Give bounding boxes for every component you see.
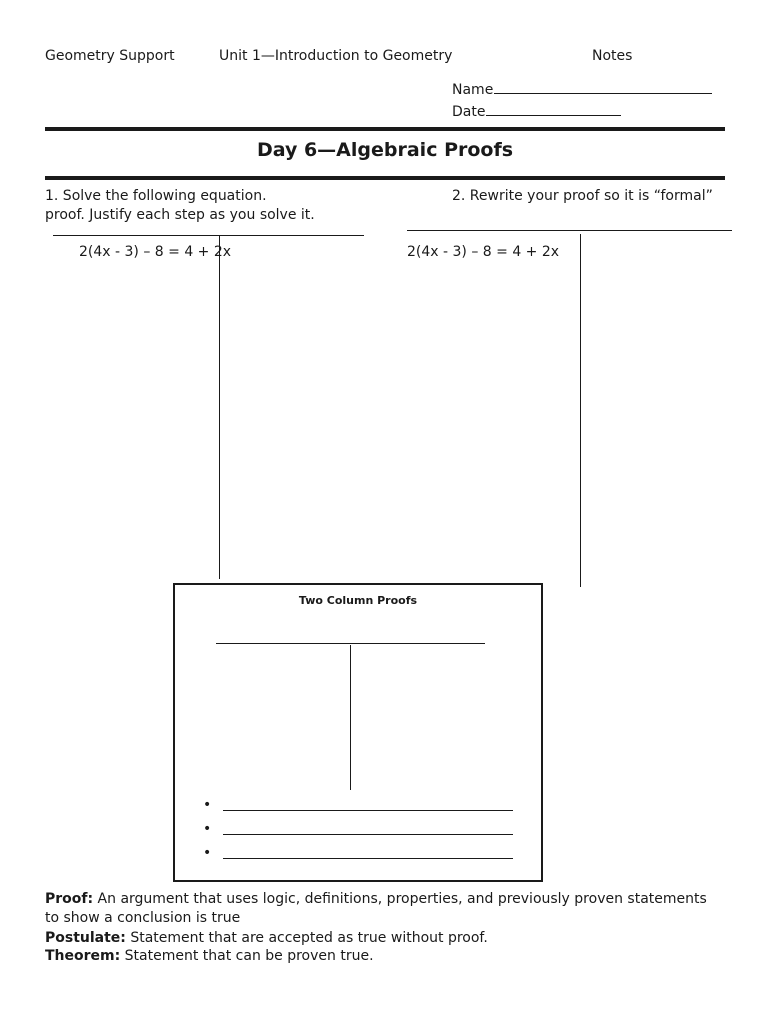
- date-label: Date: [452, 104, 486, 120]
- box-tchart-top: [216, 643, 485, 644]
- bullet-blank[interactable]: [223, 824, 513, 835]
- notes-label: Notes: [592, 48, 633, 64]
- problem1-instruction-cont: proof. Justify each step as you solve it.: [45, 207, 315, 223]
- unit-name: Unit 1—Introduction to Geometry: [219, 48, 453, 64]
- problem2-tchart-top: [407, 230, 732, 231]
- box-title: Two Column Proofs: [298, 594, 418, 607]
- box-bullet-1[interactable]: [203, 797, 513, 813]
- problem1-instruction: 1. Solve the following equation.: [45, 188, 267, 204]
- definition-theorem: [45, 947, 374, 966]
- definition-text: An argument that uses logic, definitions, properties, and previously proven statements: [93, 891, 707, 907]
- problem1-tchart-divider: [219, 235, 220, 579]
- problem1-tchart-top: [53, 235, 364, 236]
- name-label: Name: [452, 82, 494, 98]
- box-bullet-3[interactable]: [203, 845, 513, 861]
- title-bottom-rule: [45, 176, 725, 180]
- date-field[interactable]: [452, 101, 621, 121]
- box-bullet-2[interactable]: [203, 821, 513, 837]
- problem2-tchart-divider: [580, 234, 581, 587]
- definition-postulate: [45, 929, 488, 948]
- bullet-blank[interactable]: [223, 800, 513, 811]
- problem2-equation: 2(4x - 3) – 8 = 4 + 2x: [407, 244, 560, 260]
- bullet-blank[interactable]: [223, 848, 513, 859]
- problem1-equation: 2(4x - 3) – 8 = 4 + 2x: [79, 244, 232, 260]
- bullet-dot: •: [203, 845, 212, 861]
- definition-text: Statement that can be proven true.: [120, 948, 374, 964]
- definition-text-cont: to show a conclusion is true: [45, 910, 241, 926]
- bullet-dot: •: [203, 821, 212, 837]
- definition-term: Proof:: [45, 891, 94, 907]
- problem2-instruction: 2. Rewrite your proof so it is “formal”: [452, 188, 713, 204]
- top-rule: [45, 127, 725, 131]
- two-column-proofs-box: [173, 583, 543, 882]
- name-blank[interactable]: [494, 79, 712, 94]
- bullet-dot: •: [203, 797, 212, 813]
- date-blank[interactable]: [486, 101, 621, 116]
- course-name: Geometry Support: [45, 48, 175, 64]
- definition-term: Theorem:: [45, 948, 121, 964]
- box-tchart-divider: [350, 645, 351, 790]
- definition-proof: [45, 890, 707, 928]
- definition-term: Postulate:: [45, 930, 126, 946]
- page-title: Day 6—Algebraic Proofs: [256, 139, 514, 161]
- name-field[interactable]: [452, 79, 712, 99]
- definition-text: Statement that are accepted as true without proof.: [125, 930, 488, 946]
